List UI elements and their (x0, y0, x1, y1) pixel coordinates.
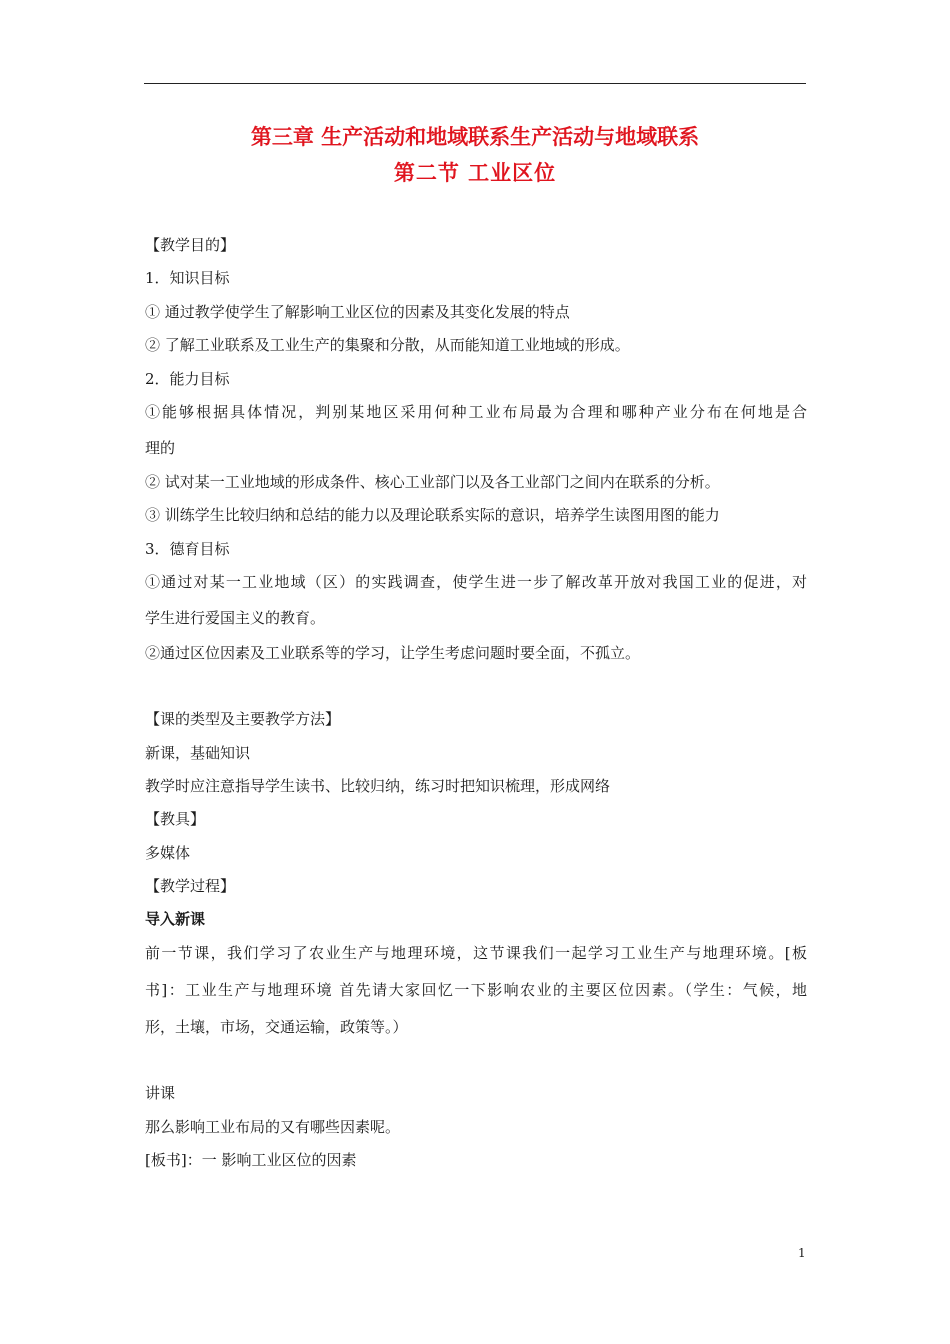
knowledge-goal-heading: 1．知识目标 (145, 269, 230, 287)
ability-goal-2: ② 试对某一工业地域的形成条件、核心工业部门以及各工业部门之间内在联系的分析。 (145, 473, 720, 491)
teaching-aids-text: 多媒体 (145, 844, 191, 862)
intro-paragraph-line1: 前一节课，我们学习了农业生产与地理环境，这节课我们一起学习工业生产与地理环境。[板 (145, 944, 807, 962)
moral-goal-heading: 3．德育目标 (145, 540, 230, 558)
ability-goal-1-line1: ①能够根据具体情况，判别某地区采用何种工业布局最为合理和哪种产业分布在何地是合 (145, 403, 807, 421)
lecture-question: 那么影响工业布局的又有哪些因素呢。 (145, 1118, 401, 1136)
moral-goal-2: ②通过区位因素及工业联系等的学习，让学生考虑问题时要全面，不孤立。 (145, 644, 641, 662)
moral-goal-1-line1: ①通过对某一工业地域（区）的实践调查，使学生进一步了解改革开放对我国工业的促进，对 (145, 573, 807, 591)
heading-lesson-type: 【课的类型及主要教学方法】 (145, 710, 341, 728)
ability-goal-3: ③ 训练学生比较归纳和总结的能力以及理论联系实际的意识，培养学生读图用图的能力 (145, 506, 720, 524)
ability-goal-1-line2: 理的 (145, 439, 176, 457)
intro-paragraph-line2: 书]：工业生产与地理环境 首先请大家回忆一下影响农业的主要区位因素。（学生：气候，地 (145, 981, 807, 999)
lesson-type-text: 新课，基础知识 (145, 744, 251, 762)
section-title: 第二节 工业区位 (393, 160, 557, 185)
header-rule (144, 83, 806, 84)
teaching-method-text: 教学时应注意指导学生读书、比较归纳，练习时把知识梳理，形成网络 (145, 777, 611, 795)
intro-heading: 导入新课 (145, 910, 206, 928)
moral-goal-1-line2: 学生进行爱国主义的教育。 (145, 609, 326, 627)
heading-teaching-process: 【教学过程】 (145, 877, 236, 895)
page-number: 1 (798, 1246, 806, 1260)
heading-teaching-aids: 【教具】 (145, 810, 206, 828)
knowledge-goal-2: ② 了解工业联系及工业生产的集聚和分散，从而能知道工业地域的形成。 (145, 336, 630, 354)
intro-paragraph-line3: 形，土壤，市场，交通运输，政策等。） (145, 1018, 408, 1036)
heading-teaching-goals: 【教学目的】 (145, 236, 236, 254)
lecture-heading: 讲课 (145, 1084, 176, 1102)
ability-goal-heading: 2．能力目标 (145, 370, 230, 388)
chapter-title: 第三章 生产活动和地域联系生产活动与地域联系 (250, 124, 700, 149)
board-note: [板书]：一 影响工业区位的因素 (145, 1151, 357, 1169)
knowledge-goal-1: ① 通过教学使学生了解影响工业区位的因素及其变化发展的特点 (145, 303, 570, 321)
